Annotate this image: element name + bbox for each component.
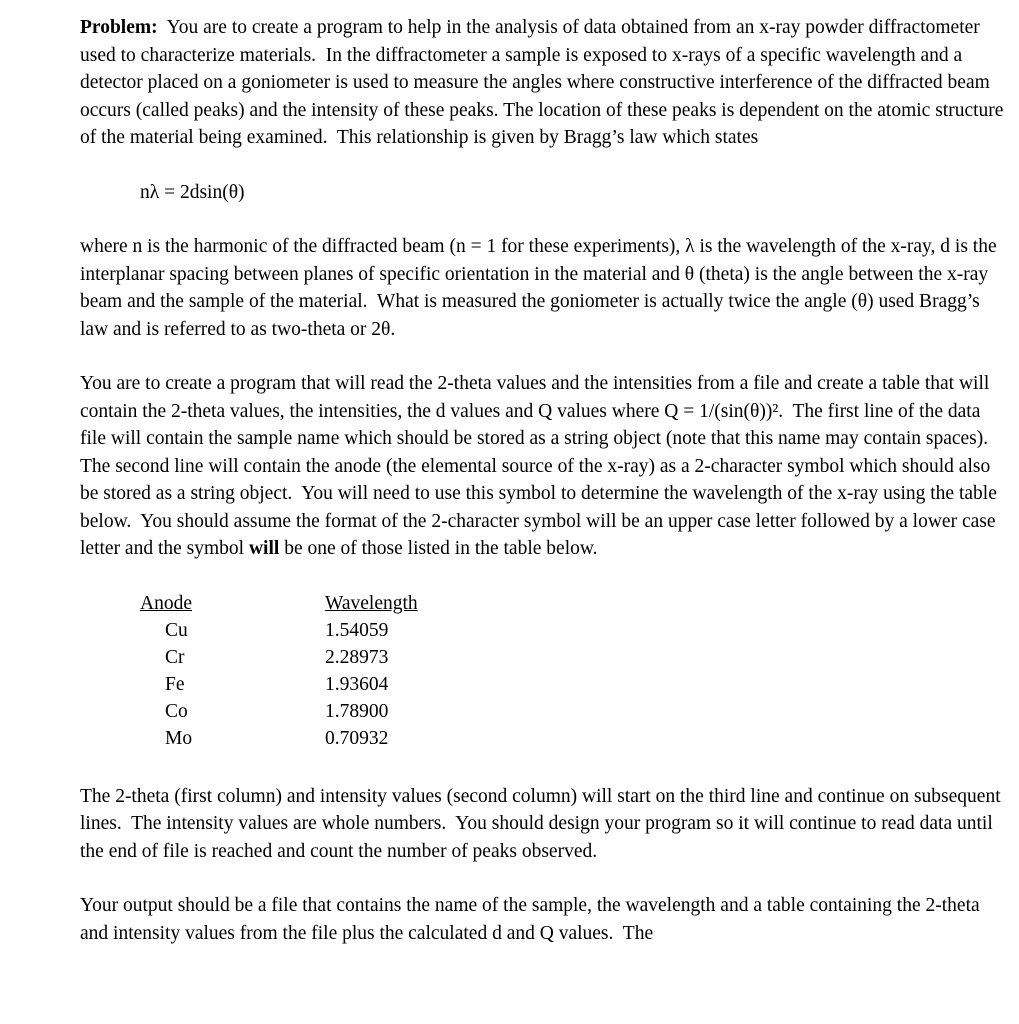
table-header-row: [80, 590, 1008, 617]
table-row: [80, 671, 1008, 698]
wavelength-header-cell: [325, 590, 1008, 617]
anode-cell: [80, 698, 325, 725]
anode-cell: [80, 644, 325, 671]
braggs-law-equation: nλ = 2dsin(θ): [140, 181, 245, 203]
wavelength-value: 1.54059: [325, 619, 389, 641]
wavelength-column-header: Wavelength: [325, 592, 418, 614]
table-row: [80, 644, 1008, 671]
paragraph-data-format: The 2-theta (first column) and intensity values (second column) will start on the third line and continue on subsequent lines. The intensity values are whole numbers. You should design your program so it will continue to read data until the end of file is reached and count the number of peaks observed.: [80, 785, 1006, 862]
table-row: [80, 698, 1008, 725]
wavelength-value: 2.28973: [325, 646, 389, 668]
wavelength-value: 1.93604: [325, 673, 389, 695]
wavelength-value: 0.70932: [325, 727, 389, 749]
wavelength-value: 1.78900: [325, 700, 389, 722]
will-emphasis: will: [248, 538, 280, 559]
anode-symbol: Mo: [165, 727, 193, 749]
anode-symbol: Cr: [165, 646, 185, 668]
anode-wavelength-table: [80, 590, 1008, 752]
anode-header-cell: [80, 590, 325, 617]
problem-text: You are to create a program to help in the analysis of data obtained from an x-ray powder diffractometer used to characterize materials. In the diffractometer a sample is exposed to x-rays of a specific wavelength and a detector placed on a goniometer is used to measure the angles where constructive interference of the diffracted beam occurs (called peaks) and the intensity of these peaks. The location of these peaks is dependent on the atomic structure of the material being examined. This relationship is given by Bragg’s law which states: [80, 17, 1009, 148]
paragraph-problem-statement: [80, 14, 1008, 152]
requirements-text-after: be one of those listed in the table below.: [279, 538, 598, 559]
anode-column-header: Anode: [140, 592, 192, 614]
anode-cell: [80, 725, 325, 752]
paragraph-variable-definitions: where n is the harmonic of the diffracted beam (n = 1 for these experiments), λ is the wavelength of the x-ray, d is the interplanar spacing between planes of specific orientation in the material and θ (theta) is the angle between the x-ray beam and the sample of the material. What is measured the goniometer is actually twice the angle (θ) used Bragg’s law and is referred to as two-theta or 2θ.: [80, 236, 1002, 340]
table-row: [80, 617, 1008, 644]
anode-symbol: Fe: [165, 673, 185, 695]
requirements-text-before: You are to create a program that will read the 2-theta values and the intensities from a file and create a table that will contain the 2-theta values, the intensities, the d values and Q values where Q = 1/(sin(θ))². The first line of the data file will contain the sample name which should be stored as a string object (note that this name may contain spaces). The second line will contain the anode (the elemental source of the x-ray) as a 2-character symbol which should also be stored as a string object. You will need to use this symbol to determine the wavelength of the x-ray using the table below. You should assume the format of the 2-character symbol will be an upper case letter followed by a lower case letter and the symbol: [80, 373, 1002, 559]
paragraph-program-requirements: [80, 370, 1008, 563]
anode-cell: [80, 671, 325, 698]
anode-cell: [80, 617, 325, 644]
anode-symbol: Co: [165, 700, 188, 722]
paragraph-output-description: Your output should be a file that contains the name of the sample, the wavelength and a table containing the 2-theta and intensity values from the file plus the calculated d and Q values. The: [80, 895, 985, 944]
anode-symbol: Cu: [165, 619, 188, 641]
problem-label: Problem:: [80, 17, 158, 38]
table-row: [80, 725, 1008, 752]
